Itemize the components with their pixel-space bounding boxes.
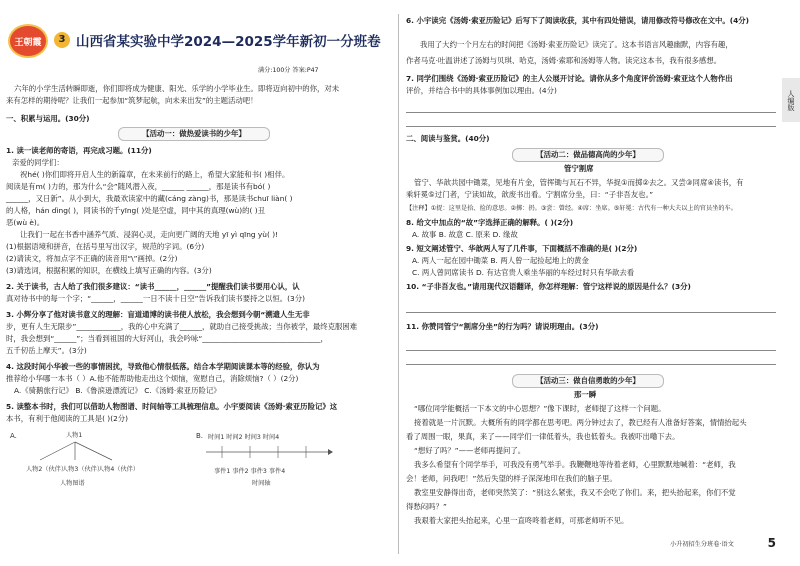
story-line-3: 看了周围一眼，果真，来了——同学们一律低着头，我也低着头。我被吓出嘞下去。 — [406, 432, 680, 441]
passage-line-2: 乘轩冕⑤过门者，宁读如故，歆废书出看。宁割席分坐，曰：“子非吾友也。” — [406, 190, 654, 199]
letter-greeting: 亲爱的同学们： — [12, 158, 64, 167]
answer-line — [406, 112, 776, 113]
page-number: 5 — [767, 536, 776, 550]
story-line-2: 接着就是一片沉默。大概所有的同学都在思考吧。两分钟过去了，教已经有人准备好答案，情情抬起头 — [414, 418, 747, 427]
story-line-5: 我多么希望有个同学举手，可我没有勇气举手。我鞭鞭地等待着老师，心里默默地喊着：“老师，我 — [414, 460, 736, 469]
question-8: 8. 给文中加点的“故”字选择正确的解释。( )(2分) — [406, 218, 574, 227]
question-7-line-1: 7. 同学们围绕《汤姆·索亚历险记》的主人公展开讨论。请你从多个角度评价汤姆·索亚这个人物作出 — [406, 74, 733, 83]
diagram-b-label: B. — [196, 432, 204, 440]
question-10: 10. “子非吾友也。”请用现代汉语翻译，你怎样理解：管宁这样说的原因是什么？(3分) — [406, 282, 691, 291]
sub-question-1-1: (1)根据语境和拼音，在括号里写出汉字，规范的字词。(6分) — [6, 242, 205, 251]
diagram-a-node-3: 人物4（伙伴） — [98, 466, 140, 473]
question-3-line-1: 3. 小辉分享了他对读书意义的理解：盲道通博的读书使人放松，我会想到今朝“溯遗人生无非 — [6, 310, 310, 319]
passage-notes: 【注释】①捉：这里是拾、捡的意思。②掷：扔。③尝：曾经。④席：坐席。⑤轩冕：古代有一种大夫以上的官员坐的车。 — [406, 205, 737, 212]
story-line-8: 得愁闷吗？” — [406, 502, 447, 511]
diagram-a-caption: 人物图谱 — [60, 480, 85, 487]
intro-line-1: 六年的小学生活转瞬即逝，你们即将成为健康、阳光、乐学的小学毕业生。即将迈向初中的你，对未 — [14, 84, 340, 93]
diagram-b-caption: 时间轴 — [252, 480, 271, 487]
q6-text-line-2: 作者马克·吐温讲述了汤姆与贝琪、哈克，汤姆·索耶和汤姆等人物。读完这本书，我有很多感想。 — [406, 56, 722, 65]
question-6: 6. 小宇读完《汤姆·索亚历险记》后写下了阅读收获，其中有四处错误，请用修改符号修改在文中。(4分) — [406, 16, 750, 25]
question-9: 9. 短文阐述管宁、华歆两人写了几件事，下面概括不准确的是( )(2分) — [406, 244, 638, 253]
diagram-a-label: A. — [10, 432, 17, 440]
story-line-9: 我艰着大家把头抬起来，心里一直咚咚着老师，可那老师听不见。 — [414, 516, 629, 525]
question-3-line-4: 五千仞岳上摩天”。(3分) — [6, 346, 87, 355]
diagram-a-center: 人物1 — [66, 432, 83, 439]
section-2-heading: 二、阅读与鉴赏。(40分) — [406, 134, 490, 143]
passage-line-1: 管宁、华歆共园中锄菜，见地有片金，管挥锄与瓦石不异，华捉①而掷②去之。又尝③同席④读书，有 — [414, 178, 744, 187]
timeline-axis — [204, 444, 334, 464]
answer-line — [406, 364, 776, 365]
q6-text-line-1: 我用了大约一个月左右的时间把《汤姆·索亚历险记》读完了。这本书语言风趣幽默，内容有趣， — [420, 40, 733, 49]
edition-tab: 人编版 — [782, 78, 800, 122]
question-3-line-3: 时，我会想到“______”；当看到祖国的大好河山，我会吟咏“________________________________， — [6, 334, 328, 343]
passage-title: 管宁割席 — [564, 164, 594, 173]
question-2-line-2: 真对待书中的每一个字；“______，______一日不读十日空”告诉我们读书要持之以恒。(3分) — [6, 294, 305, 303]
answer-line — [406, 350, 776, 351]
question-5-line-2: 本书，有利于他阅读的工具是( )(2分) — [6, 414, 129, 423]
section-1-heading: 一、积累与运用。(30分) — [6, 114, 90, 123]
header-banner — [8, 24, 396, 58]
exam-title: 山西省某实验中学2024—2025学年新初一分班卷 — [76, 34, 381, 50]
activity-1-bar: 【活动一：做热爱读书的少年】 — [118, 127, 270, 141]
publisher-logo: 王朝霞 — [8, 24, 48, 58]
question-11: 11. 你赞同管宁“割席分坐”的行为吗？请说明理由。(3分) — [406, 322, 599, 331]
diagram-a-node-2: 人物3（伙伴） — [62, 466, 104, 473]
question-7-line-2: 评价，并结合书中的具体事例加以理由。(4分) — [406, 86, 557, 95]
story-line-4: “想好了吗？”——老师再提问了。 — [414, 446, 526, 455]
story-title: 那一瞬 — [574, 390, 597, 399]
story-line-1: “哪位同学能概括一下本文的中心思想？”像下课时，老师提了这样一个问题。 — [414, 404, 666, 413]
question-8-options: A. 故事 B. 故意 C. 原来 D. 缘故 — [412, 230, 518, 239]
diagram-b-times: 时间1 时间2 时间3 时间4 — [208, 434, 280, 441]
question-4-options: A.《骑鹅旅行记》 B.《鲁滨逊漂流记》 C.《汤姆·索亚历险记》 — [14, 386, 221, 395]
diagram-b-events: 事件1 事件2 事件3 事件4 — [214, 468, 286, 475]
sub-question-1-2: (2)请读文，将加点字不正确的读音用“\”画掉。(2分) — [6, 254, 178, 263]
footer-label: 小升初招生分班卷·语文 — [670, 541, 734, 548]
letter-line-1: 祝hé( )你们即将开启人生的新篇章，在未来前行的路上，希望大家能和书( )相伴。 — [20, 170, 290, 179]
exam-number-badge: 3 — [54, 32, 70, 48]
answer-line — [406, 126, 776, 127]
question-5-line-1: 5. 读整本书时，我们可以借助人物图谱、时间轴等工具梳理信息。小宇要阅读《汤姆·索亚历险记》这 — [6, 402, 338, 411]
question-4-line-1: 4. 这段时间小华被一些的事情困扰，导致他心情很低落。结合本学期阅读课本等的经验，你认为 — [6, 362, 320, 371]
column-divider — [398, 14, 399, 554]
diagram-a-node-1: 人物2（伙伴） — [26, 466, 68, 473]
question-1: 1. 读一读老师的寄语，再完成习题。(11分) — [6, 146, 152, 155]
letter-line-4: 的人格，hán dìng( )，同读书的千yīng( )处是空虚，同中其的真理(wù)的( )丑 — [6, 206, 265, 215]
question-2-line-1: 2. 关于读书，古人给了我们很多建议：“读书______，______”提醒我们读书要用心认，认 — [6, 282, 300, 291]
question-9-options-cd: C. 两人曾同席读书 D. 有达官贵人乘坐华丽的车经过时只有华歆去看 — [412, 268, 635, 277]
letter-line-5: 恶(wù è)。 — [6, 218, 45, 227]
answer-line — [406, 312, 776, 313]
story-line-7: 教室里安静得出奇，老师突然笑了：“别这么紧张，我又不会吃了你们。来，把头抬起来，你们不觉 — [414, 488, 736, 497]
question-4-line-2: 推荐给小华哪一本书（ ）A.他不能帮助他走出这个烦恼，宽慰自己，消除烦恼?（ ）(2分) — [6, 374, 299, 383]
story-line-6: 会！老师，问我吧！”然后失望的样子深深地印在我们的脑子里。 — [406, 474, 617, 483]
activity-3-bar: 【活动三：做自信勇敢的少年】 — [512, 374, 664, 388]
activity-2-bar: 【活动二：做品德高尚的少年】 — [512, 148, 664, 162]
question-9-options-ab: A. 两人一起在园中锄菜 B. 两人曾一起捡起地上的黄金 — [412, 256, 589, 265]
question-3-line-2: 步，更有人生无限步”____________，我的心中充满了______，就助自己接受挑战；当你被学，最终克服困难 — [6, 322, 358, 331]
letter-line-2: 阅读是有m( )力的，那为什么“会”随风潜入夜，______ ______，那是读书有bó( ) — [6, 182, 271, 191]
letter-line-3: ______，又日新”。从小到大，我最欢读家中的藏(cáng zàng)书，那是读书chuī liàn( ) — [6, 194, 293, 203]
sub-question-1-3: (3)请选词，根据积累的知识，在横线上填写正确的内容。(3分) — [6, 266, 212, 275]
score-info: 满分:100分 答案:P47 — [258, 67, 319, 74]
intro-line-2: 来有怎样的期待呢？让我们一起参加“筑梦起航，向未来出发”的主题活动吧！ — [6, 96, 258, 105]
letter-line-6: 让我们一起在书香中涵养气质、浸润心灵，走向更广阔的天地 yī yì qīng yù( )! — [20, 230, 279, 239]
